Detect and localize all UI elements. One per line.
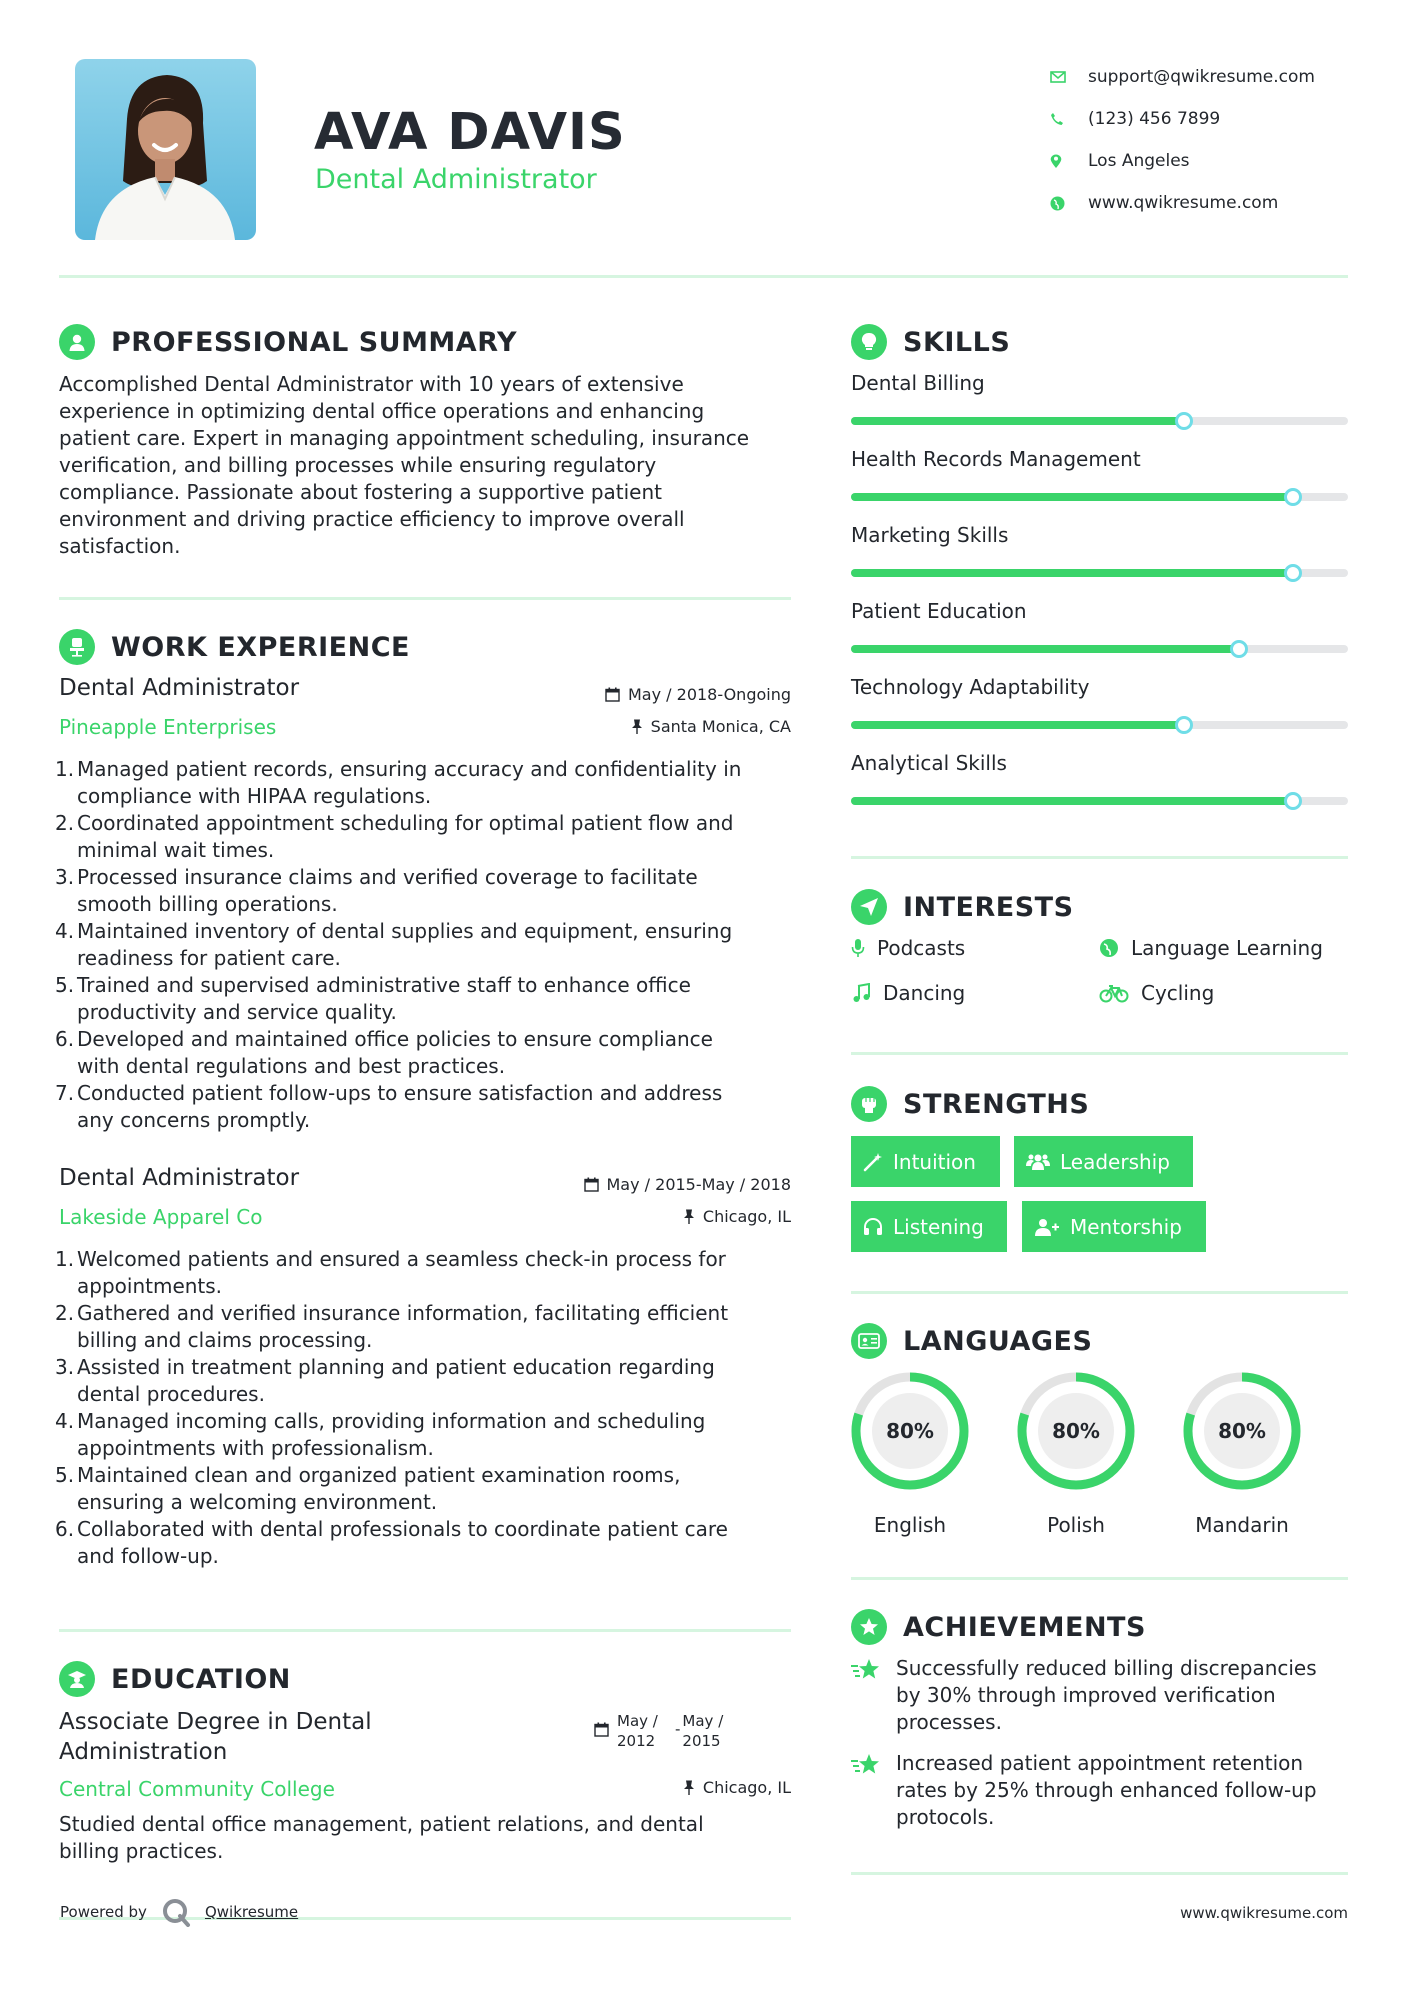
skills-divider bbox=[851, 856, 1348, 859]
achievement-item: Successfully reduced billing discrepancies by 30% through improved verification processes. bbox=[851, 1655, 1348, 1736]
footer-url[interactable]: www.qwikresume.com bbox=[1180, 1904, 1348, 1922]
education-description: Studied dental office management, patient relations, and dental billing practices. bbox=[59, 1812, 704, 1863]
skill-bar bbox=[851, 721, 1348, 729]
skill-item bbox=[851, 523, 1348, 549]
user-icon bbox=[59, 324, 95, 360]
qwikresume-link[interactable]: Qwikresume bbox=[204, 1903, 299, 1921]
skill-label: Marketing Skills bbox=[851, 523, 1009, 547]
work-title: WORK EXPERIENCE bbox=[111, 631, 410, 663]
summary-text: Accomplished Dental Administrator with 10 years of extensive experience in optimizing dental office operations and enhancing patient care. Expert in managing appointment scheduling, insurance verification, and billing processes while ensuring regulatory compliance. Passionate about fostering a supportive patient environment and driving practice efficiency to improve overall satisfaction. bbox=[59, 372, 750, 558]
envelope-icon bbox=[1050, 71, 1088, 83]
contact-location bbox=[1050, 140, 1315, 182]
skill-bar-fill bbox=[851, 569, 1293, 577]
language-item bbox=[1014, 1369, 1138, 1537]
interests-divider bbox=[851, 1052, 1348, 1055]
achievements-heading bbox=[851, 1609, 1146, 1645]
languages-title: LANGUAGES bbox=[903, 1325, 1093, 1357]
education-heading bbox=[59, 1661, 291, 1697]
skill-level-knob bbox=[1284, 488, 1302, 506]
skill-bar-fill bbox=[851, 721, 1184, 729]
language-percent: 80% bbox=[886, 1419, 934, 1443]
skills-heading bbox=[851, 324, 1010, 360]
job-1-date: May / 2018-Ongoing bbox=[500, 685, 791, 704]
strength-mentorship: Mentorship bbox=[1022, 1201, 1206, 1252]
language-name: Mandarin bbox=[1195, 1513, 1289, 1537]
list-item: Developed and maintained office policies to ensure compliance with dental regulations and best practices. bbox=[77, 1027, 713, 1078]
skill-bar-fill bbox=[851, 645, 1239, 653]
strengths-divider bbox=[851, 1291, 1348, 1294]
language-name: Polish bbox=[1047, 1513, 1105, 1537]
skill-level-knob bbox=[1284, 792, 1302, 810]
skill-bar-fill bbox=[851, 493, 1293, 501]
language-percent: 80% bbox=[1218, 1419, 1266, 1443]
candidate-role: Dental Administrator bbox=[315, 164, 597, 195]
qwikresume-logo-icon bbox=[161, 1897, 191, 1927]
job-1-duties bbox=[59, 756, 799, 1134]
job-2-location: Chicago, IL bbox=[500, 1207, 791, 1226]
skill-label: Technology Adaptability bbox=[851, 675, 1090, 699]
contact-location-text: Los Angeles bbox=[1088, 151, 1190, 171]
id-card-icon bbox=[851, 1323, 887, 1359]
fist-icon bbox=[851, 1086, 887, 1122]
languages-divider bbox=[851, 1577, 1348, 1580]
bicycle-icon bbox=[1099, 983, 1129, 1003]
strength-intuition: Intuition bbox=[851, 1136, 1000, 1187]
strengths-heading bbox=[851, 1086, 1089, 1122]
user-plus-icon bbox=[1034, 1217, 1060, 1237]
skill-bar bbox=[851, 645, 1348, 653]
skill-bar bbox=[851, 797, 1348, 805]
list-item: Collaborated with dental professionals to coordinate patient care and follow-up. bbox=[77, 1517, 728, 1568]
language-item bbox=[1180, 1369, 1304, 1537]
skill-item bbox=[851, 675, 1348, 701]
work-heading bbox=[59, 629, 410, 665]
skill-item bbox=[851, 371, 1348, 397]
skill-item bbox=[851, 447, 1348, 473]
list-item: Managed incoming calls, providing information and scheduling appointments with professionalism. bbox=[77, 1409, 706, 1460]
skill-level-knob bbox=[1230, 640, 1248, 658]
interest-dancing: Dancing bbox=[851, 981, 965, 1005]
contact-email-text: support@qwikresume.com bbox=[1088, 67, 1315, 87]
skill-level-knob bbox=[1175, 716, 1193, 734]
contact-list bbox=[1050, 56, 1315, 224]
language-percent: 80% bbox=[1052, 1419, 1100, 1443]
strengths-title: STRENGTHS bbox=[903, 1088, 1090, 1120]
candidate-name: AVA DAVIS bbox=[314, 103, 626, 162]
school-name: Central Community College bbox=[59, 1777, 335, 1801]
skill-item bbox=[851, 599, 1348, 625]
language-item bbox=[848, 1369, 972, 1537]
interest-podcasts: Podcasts bbox=[851, 936, 965, 960]
powered-by-label: Powered by bbox=[60, 1903, 147, 1921]
job-2-title: Dental Administrator bbox=[59, 1165, 300, 1191]
interest-language-learning: Language Learning bbox=[1099, 936, 1323, 960]
pushpin-icon bbox=[683, 1209, 695, 1224]
job-1-title: Dental Administrator bbox=[59, 675, 300, 701]
list-item: Welcomed patients and ensured a seamless check-in process for appointments. bbox=[77, 1247, 726, 1298]
list-item: Conducted patient follow-ups to ensure satisfaction and address any concerns promptly. bbox=[77, 1081, 723, 1132]
education-date: May / 2012 - May / 2015 bbox=[594, 1711, 723, 1751]
list-item: Gathered and verified insurance information, facilitating efficient billing and claims processing. bbox=[77, 1301, 729, 1352]
contact-website-text: www.qwikresume.com bbox=[1088, 193, 1279, 213]
list-item: Managed patient records, ensuring accuracy and confidentiality in compliance with HIPAA regulations. bbox=[77, 757, 742, 808]
languages-heading bbox=[851, 1323, 1092, 1359]
graduate-icon bbox=[59, 1661, 95, 1697]
paper-plane-icon bbox=[851, 889, 887, 925]
interests-title: INTERESTS bbox=[903, 891, 1074, 923]
header-divider bbox=[59, 275, 1348, 278]
summary-divider bbox=[59, 597, 791, 600]
list-item: Maintained clean and organized patient examination rooms, ensuring a welcoming environment. bbox=[77, 1463, 681, 1514]
skill-item bbox=[851, 751, 1348, 777]
job-2-date: May / 2015-May / 2018 bbox=[500, 1175, 791, 1194]
list-item: Processed insurance claims and verified coverage to facilitate smooth billing operations. bbox=[77, 865, 698, 916]
interest-cycling: Cycling bbox=[1099, 981, 1214, 1005]
achievement-item: Increased patient appointment retention rates by 25% through enhanced follow-up protocols. bbox=[851, 1750, 1348, 1831]
location-pin-icon bbox=[1050, 153, 1088, 169]
achievements-divider bbox=[851, 1872, 1348, 1875]
skill-level-knob bbox=[1175, 412, 1193, 430]
calendar-icon bbox=[584, 1177, 599, 1192]
lightbulb-icon bbox=[851, 324, 887, 360]
microphone-icon bbox=[851, 938, 865, 958]
users-icon bbox=[1026, 1152, 1050, 1172]
profile-photo bbox=[75, 59, 256, 240]
chair-icon bbox=[59, 629, 95, 665]
skill-label: Analytical Skills bbox=[851, 751, 1007, 775]
skill-level-knob bbox=[1284, 564, 1302, 582]
skill-bar-fill bbox=[851, 797, 1293, 805]
list-item: Trained and supervised administrative staff to enhance office productivity and service quality. bbox=[77, 973, 691, 1024]
skill-bar bbox=[851, 569, 1348, 577]
music-note-icon bbox=[851, 983, 871, 1003]
phone-icon bbox=[1050, 112, 1088, 126]
contact-website[interactable] bbox=[1050, 182, 1315, 224]
skill-label: Health Records Management bbox=[851, 447, 1141, 471]
contact-phone[interactable] bbox=[1050, 98, 1315, 140]
list-item: Coordinated appointment scheduling for optimal patient flow and minimal wait times. bbox=[77, 811, 734, 862]
calendar-icon bbox=[605, 687, 620, 702]
skill-label: Dental Billing bbox=[851, 371, 985, 395]
strength-listening: Listening bbox=[851, 1201, 1007, 1252]
degree-title: Associate Degree in Dental Administration bbox=[59, 1709, 372, 1765]
globe-icon bbox=[1050, 196, 1088, 211]
skill-bar bbox=[851, 493, 1348, 501]
interests-heading bbox=[851, 889, 1074, 925]
job-1-company: Pineapple Enterprises bbox=[59, 715, 277, 739]
strength-leadership: Leadership bbox=[1014, 1136, 1193, 1187]
summary-heading bbox=[59, 324, 517, 360]
pushpin-icon bbox=[631, 719, 643, 734]
job-2-duties bbox=[59, 1246, 799, 1570]
job-2-company: Lakeside Apparel Co bbox=[59, 1205, 263, 1229]
language-name: English bbox=[873, 1513, 947, 1537]
education-location: Chicago, IL bbox=[500, 1778, 791, 1797]
skill-bar-fill bbox=[851, 417, 1184, 425]
star-badge-icon bbox=[851, 1609, 887, 1645]
contact-email[interactable] bbox=[1050, 56, 1315, 98]
headphones-icon bbox=[863, 1217, 883, 1237]
job-1-location: Santa Monica, CA bbox=[500, 717, 791, 736]
pushpin-icon bbox=[683, 1780, 695, 1795]
work-divider bbox=[59, 1629, 791, 1632]
skill-label: Patient Education bbox=[851, 599, 1027, 623]
achievements-title: ACHIEVEMENTS bbox=[903, 1611, 1146, 1643]
contact-phone-text: (123) 456 7899 bbox=[1088, 109, 1221, 129]
list-item: Assisted in treatment planning and patient education regarding dental procedures. bbox=[77, 1355, 715, 1406]
list-item: Maintained inventory of dental supplies and equipment, ensuring readiness for patient care. bbox=[77, 919, 733, 970]
star-icon bbox=[851, 1655, 896, 1689]
star-icon bbox=[851, 1750, 896, 1784]
magic-wand-icon bbox=[863, 1152, 883, 1172]
globe-icon bbox=[1099, 938, 1119, 958]
education-title: EDUCATION bbox=[111, 1663, 291, 1695]
skill-bar bbox=[851, 417, 1348, 425]
powered-by bbox=[60, 1897, 298, 1927]
skills-title: SKILLS bbox=[903, 326, 1011, 358]
summary-title: PROFESSIONAL SUMMARY bbox=[111, 326, 518, 358]
calendar-icon bbox=[594, 1722, 609, 1737]
